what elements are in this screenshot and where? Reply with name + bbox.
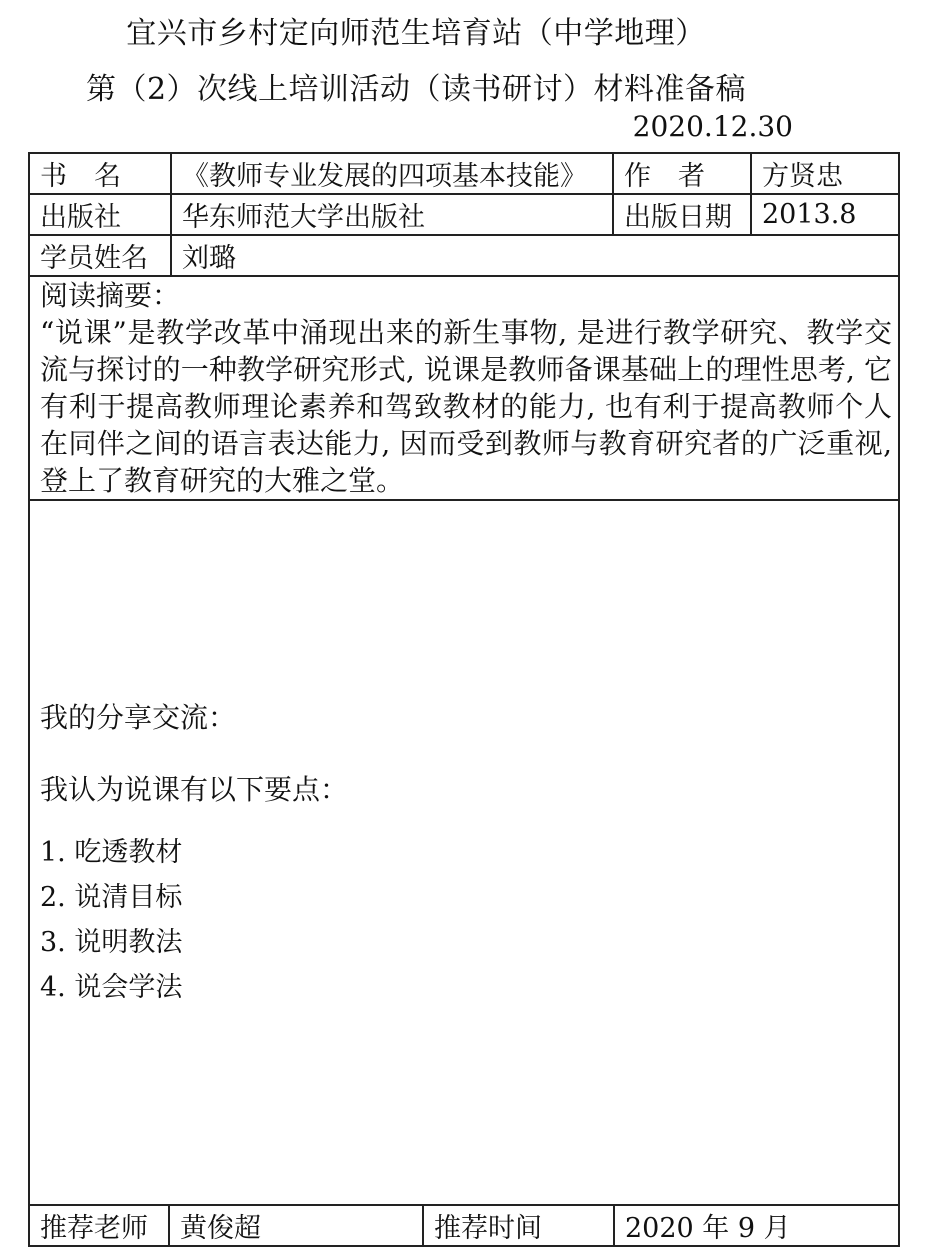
recommend-time-label: 推荐时间 (423, 1205, 614, 1246)
doc-title-line-2: 第（2）次线上培训活动（读书研讨）材料准备稿 (85, 72, 747, 107)
title-block (0, 14, 832, 110)
summary-heading: 阅读摘要： (40, 279, 181, 312)
recommend-time-value: 2020 年 9 月 (614, 1205, 899, 1246)
table-row (29, 153, 899, 194)
table-row (29, 194, 899, 235)
sharing-cell (29, 500, 899, 1205)
author-value: 方贤忠 (751, 153, 899, 194)
table-row (29, 1205, 899, 1246)
sharing-intro: 我认为说课有以下要点： (40, 773, 349, 806)
table-row (29, 235, 899, 276)
pub-date-value: 2013.8 (751, 194, 899, 235)
book-title-value: 《教师专业发展的四项基本技能》 (171, 153, 613, 194)
info-table (28, 152, 900, 1206)
sharing-points-list (40, 830, 892, 1010)
list-item: 2. 说清目标 (40, 882, 183, 913)
list-item: 4. 说会学法 (40, 972, 183, 1003)
doc-title-line-1: 宜兴市乡村定向师范生培育站（中学地理） (126, 16, 706, 51)
summary-body: “说课”是教学改革中涌现出来的新生事物, 是进行教学研究、教学交流与探讨的一种教学研究形式, 说课是教师备课基础上的理性思考, 它有利于提高教师理论素养和驾致教材的能力, 也有利于提高教师个人在同伴之间的语言表达能力, 因而受到教师与教育研究者的广泛重视, 登上了教育研究的大雅之堂。 (40, 316, 892, 497)
table-row (29, 500, 899, 1205)
sharing-heading: 我的分享交流： (40, 701, 237, 734)
book-name-label: 书 名 (29, 153, 171, 194)
student-name-value: 刘璐 (171, 235, 899, 276)
doc-date: 2020.12.30 (632, 110, 793, 143)
student-name-label: 学员姓名 (29, 235, 171, 276)
pub-date-label: 出版日期 (613, 194, 751, 235)
footer-table (28, 1204, 900, 1247)
publisher-value: 华东师范大学出版社 (171, 194, 613, 235)
publisher-label: 出版社 (29, 194, 171, 235)
reading-summary-cell (29, 276, 899, 500)
list-item: 1. 吃透教材 (40, 837, 183, 868)
table-row (29, 276, 899, 500)
author-label: 作 者 (613, 153, 751, 194)
recommend-teacher-value: 黄俊超 (169, 1205, 423, 1246)
list-item: 3. 说明教法 (40, 927, 183, 958)
recommend-teacher-label: 推荐老师 (29, 1205, 169, 1246)
